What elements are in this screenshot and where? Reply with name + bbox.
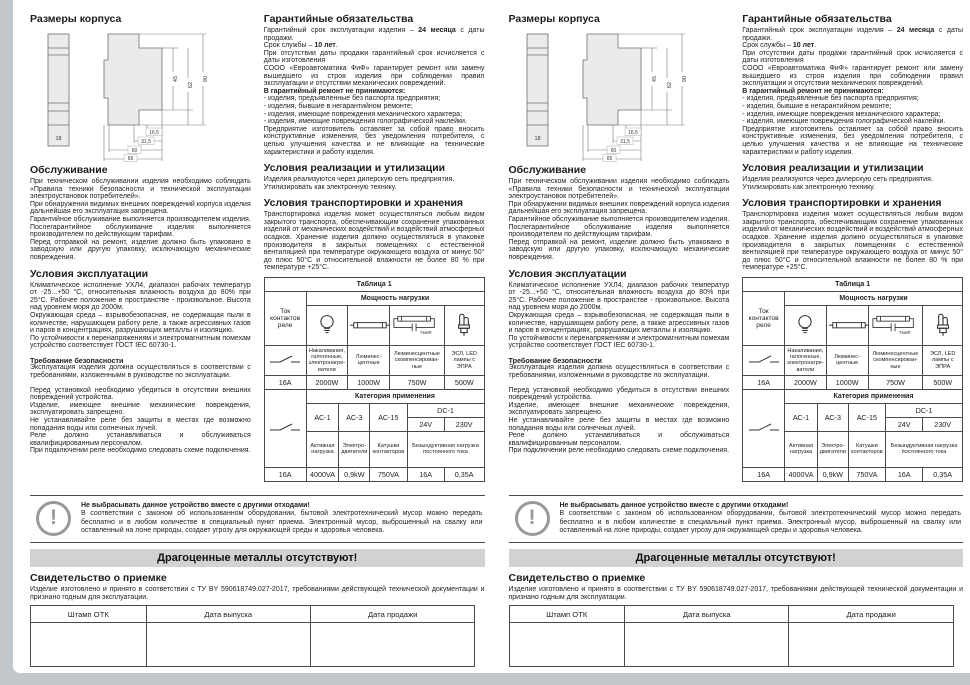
- relay-contact-icon: [268, 352, 302, 366]
- warranty-list-item: - изделия, имеющие повреждения голографической наклейки.: [263, 118, 467, 126]
- relay-contact-icon: [747, 352, 781, 366]
- capacitor-value-label: 7мкФ: [898, 330, 911, 336]
- left-column: [30, 13, 251, 491]
- dim-label-90: 90: [681, 75, 688, 83]
- warranty-paragraph: Предприятие изготовитель оставляет за собой право вносить конструктивные изменения, без уведомления потребителя, с целью улучшения качества и не влияющие на технические характеристики и работу изделия.: [742, 125, 963, 156]
- category-header: АС-1: [306, 403, 339, 431]
- section-title-service: Обслуживание: [508, 164, 587, 176]
- dc-voltage: 24V: [407, 417, 444, 431]
- service-paragraph: Гарантийное обслуживание выполняется производителем изделия. Послегарантийное обслуживание изделия выполняется производителем по действующим тарифам.: [508, 215, 730, 239]
- dim-label-31-5: 31,5: [141, 138, 151, 145]
- load-label: ЭСЛ, LED лампы с ЭПРА: [923, 346, 963, 376]
- warranty-list-item: - изделия, имеющие повреждения механического характера;: [263, 110, 463, 118]
- compensated-fluorescent-tube-icon: [391, 314, 443, 336]
- safety-paragraph: Изделие, имеющее внешние механические повреждения, эксплуатировать запрещено.: [30, 401, 251, 417]
- dim-label-31-5: 31,5: [619, 138, 630, 145]
- safety-paragraph: Не устанавливайте реле без защиты в местах где возможно попадания воды или солнечных лучей.: [508, 417, 730, 432]
- application-category-table: [742, 389, 963, 482]
- safety-paragraph: Эксплуатация изделия должна осуществляться в соответствии с требованиями, изложенными в руководстве по эксплуатации.: [508, 364, 730, 380]
- safety-paragraph: Эксплуатация изделия должна осуществляться в соответствии с требованиями, изложенными в руководстве по эксплуатации.: [30, 364, 251, 380]
- safety-paragraph: Реле должно устанавливаться и обслуживаться квалифицированным персоналом.: [30, 432, 251, 447]
- precious-metals-banner: Драгоценные металлы отсутствуют!: [30, 549, 485, 567]
- warranty-paragraph: Гарантийный срок эксплуатации изделия – 24 месяца с даты продажи.: [263, 27, 485, 42]
- section-title-safety: Требование безопасности: [508, 355, 602, 365]
- relay-current: 16А: [743, 467, 785, 481]
- acceptance-table: [30, 605, 475, 667]
- category-value: 0,35А: [444, 467, 484, 481]
- dim-label-16-5: 16,5: [149, 129, 159, 136]
- relay-current: 16А: [743, 375, 785, 389]
- sales-paragraph: Изделия реализуются через дилерскую сеть предприятия.: [742, 176, 933, 184]
- sales-paragraph: Утилизировать как электронную технику.: [742, 183, 875, 191]
- category-value: 4000VA: [306, 467, 339, 481]
- category-label: Активная нагрузка: [306, 431, 339, 467]
- right-column: [742, 13, 963, 491]
- load-label: Накаливания, галогенные, электронагре- ватели: [785, 346, 827, 376]
- dim-label-62: 62: [188, 81, 194, 89]
- category-value: 16А: [886, 467, 923, 481]
- case-dimensions-drawing: [32, 28, 236, 163]
- dim-label-90: 90: [203, 75, 209, 83]
- relay-contact-cell: [264, 389, 306, 467]
- incandescent-lamp-icon: [317, 313, 337, 337]
- table1-col1-header: Ток контактов реле: [743, 292, 785, 346]
- fluorescent-tube-icon: [349, 319, 391, 331]
- divider: [30, 542, 485, 543]
- load-label: Люминес- центные: [348, 346, 390, 376]
- warranty-list-item: - изделия, предъявленные без паспорта предприятия;: [263, 95, 441, 103]
- dc-voltage: 230V: [923, 417, 963, 431]
- section-title-acceptance: Свидетельство о приемке: [30, 572, 167, 584]
- issue-date-cell: [625, 623, 789, 667]
- safety-paragraph: Перед установкой необходимо убедиться в отсутствии внешних повреждений устройства.: [30, 386, 251, 402]
- load-power-table: [264, 277, 485, 390]
- sale-date-cell: [310, 623, 474, 667]
- dc-voltage: 24V: [886, 417, 923, 431]
- service-paragraph: При обнаружении видимых внешних повреждений корпуса изделия дальнейшая его эксплуатация запрещена.: [30, 200, 251, 216]
- application-category-table: [264, 389, 485, 482]
- issue-date-cell: [146, 623, 310, 667]
- service-paragraph: При обнаружении видимых внешних повреждений корпуса изделия дальнейшая его эксплуатация запрещена.: [508, 200, 730, 216]
- category-header: АС-1: [785, 403, 818, 431]
- otk-stamp-cell: [509, 623, 625, 667]
- table1-col1-header: Ток контактов реле: [264, 292, 306, 346]
- section-title-sales: Условия реализации и утилизации: [263, 162, 446, 175]
- operating-paragraph: По устойчивости к перенапряжениям и электромагнитным помехам устройство соответствует ГОСТ IEC 60730-1.: [30, 334, 251, 350]
- section-title-dimensions: Размеры корпуса: [508, 13, 600, 25]
- category-header: DC-1: [886, 403, 963, 417]
- fluorescent-tube-icon: [828, 319, 870, 331]
- relay-contact-icon: [268, 420, 302, 434]
- category-label: Катушки контакторов: [848, 431, 885, 467]
- category-label: Безындуктивная нагрузка постоянного тока: [407, 431, 484, 467]
- warranty-not-accepted-heading: В гарантийный ремонт не принимаются:: [742, 87, 884, 95]
- acceptance-col-header: Дата продажи: [789, 606, 953, 623]
- safety-paragraph: При подключении реле необходимо следовать схеме подключения.: [508, 447, 730, 455]
- passport-copy: [492, 0, 970, 673]
- section-title-operating: Условия эксплуатации: [508, 267, 627, 280]
- category-header: DC-1: [407, 403, 484, 417]
- load-value: 2000W: [306, 375, 348, 389]
- operating-paragraph: Окружающая среда – взрывобезопасная, не содержащая пыли в количестве, нарушающем работу реле, а также агрессивных газов и паров в концентрациях, разрушающих металлы и изоляцию.: [30, 311, 251, 335]
- divider: [509, 542, 964, 543]
- category-value: 750VA: [370, 467, 407, 481]
- dim-label-65: 65: [606, 156, 612, 163]
- section-title-dimensions: Размеры корпуса: [30, 13, 122, 25]
- transport-paragraph: Транспортировка изделия может осуществляться любым видом закрытого транспорта, обеспечивающим сохранение упакованных изделий от механических воздействий и воздействий атмосферных осадков. Хранение изделия должно осуществляться в упаковке производителя в закрытых помещениях с естественной вентиляцией при температуре окружающего воздуха от минус 50° до плюс 50°С и относительной влажности не более 80 % при температуре +25°С.: [742, 211, 963, 272]
- category-value: 750VA: [848, 467, 885, 481]
- otk-stamp-cell: [31, 623, 147, 667]
- warranty-paragraph: Срок службы – 10 лет.: [263, 42, 338, 50]
- category-header: АС-3: [817, 403, 848, 431]
- relay-contact-icon: [747, 420, 781, 434]
- category-label: Безындуктивная нагрузка постоянного тока: [886, 431, 963, 467]
- dim-label-18: 18: [55, 136, 62, 142]
- warranty-paragraph: Предприятие изготовитель оставляет за собой право вносить конструктивные изменения, без уведомления потребителя, с целью улучшения качества и не влияющие на технические характеристики и работу изделия.: [263, 125, 485, 156]
- dim-label-45: 45: [651, 75, 658, 83]
- section-title-safety: Требование безопасности: [30, 355, 124, 365]
- section-title-transport: Условия транспортировки и хранения: [742, 197, 942, 210]
- relay-current: 16А: [264, 467, 306, 481]
- section-title-operating: Условия эксплуатации: [30, 267, 149, 280]
- dim-label-16-5: 16,5: [627, 129, 638, 136]
- section-title-service: Обслуживание: [30, 164, 108, 176]
- warranty-paragraph: Гарантийный срок эксплуатации изделия – 24 месяца с даты продажи.: [742, 27, 963, 42]
- section-title-transport: Условия транспортировки и хранения: [263, 197, 464, 210]
- side-view: [48, 34, 69, 146]
- category-value: 0,9kW: [339, 467, 370, 481]
- load-label: Люминес- центные: [826, 346, 868, 376]
- service-paragraph: При техническом обслуживании изделия необходимо соблюдать «Правила техники безопасности и технической эксплуатации электроустановок потребителей».: [508, 178, 730, 201]
- load-value: 750W: [868, 375, 923, 389]
- sales-paragraph: Утилизировать как электронную технику.: [263, 183, 397, 191]
- acceptance-col-header: Дата выпуска: [146, 606, 310, 623]
- warning-exclamation-icon: !: [36, 501, 71, 536]
- disposal-notice: [30, 499, 485, 538]
- precious-metals-banner: Драгоценные металлы отсутствуют!: [509, 549, 964, 567]
- category-header: АС-15: [370, 403, 407, 431]
- disposal-notice: [509, 499, 964, 538]
- service-paragraph: Перед отправкой на ремонт, изделие должно быть упаковано в заводскую или другую упаковку, исключающую механические повреждения.: [30, 238, 251, 261]
- dim-label-18: 18: [533, 136, 541, 142]
- dim-label-45: 45: [173, 75, 179, 83]
- category-label: Электро- двигатели: [817, 431, 848, 467]
- load-label: Накаливания, галогенные, электронагре- ватели: [306, 346, 348, 376]
- operating-paragraph: Климатическое исполнение УХЛ4, диапазон рабочих температур от -25...+50 °С, относительная влажность воздуха до 80% при 25°С. Рабочее положение в пространстве - произвольное. Высота над уровнем моря до 2000м.: [30, 281, 251, 312]
- service-paragraph: Гарантийное обслуживание выполняется производителем изделия. Послегарантийное обслуживание изделия выполняется производителем по действующим тарифам.: [30, 215, 251, 239]
- cfl-led-lamp-icon: [934, 312, 952, 338]
- warranty-list-item: - изделия, имеющие повреждения механического характера;: [742, 110, 941, 118]
- service-paragraph: Перед отправкой на ремонт, изделие должно быть упаковано в заводскую или другую упаковку, исключающую механические повреждения.: [508, 238, 730, 261]
- category-title: Категория применения: [785, 389, 963, 403]
- category-value: 0,9kW: [817, 467, 848, 481]
- load-label: ЭСЛ, LED лампы с ЭПРА: [444, 346, 484, 376]
- cfl-led-lamp-icon: [455, 312, 473, 338]
- relay-current: 16А: [264, 375, 306, 389]
- divider: [30, 495, 485, 496]
- acceptance-table: [509, 605, 954, 667]
- warranty-paragraph: При отсутствии даты продажи гарантийный срок исчисляется с даты изготовления: [742, 49, 963, 65]
- category-header: АС-3: [339, 403, 370, 431]
- warranty-list-item: - изделия, имеющие повреждения голографической наклейки.: [742, 118, 946, 126]
- category-title: Категория применения: [306, 389, 484, 403]
- safety-paragraph: Не устанавливайте реле без защиты в местах где возможно попадания воды или солнечных лучей.: [30, 417, 251, 432]
- case-dimensions-drawing: [511, 28, 715, 163]
- service-paragraph: При техническом обслуживании изделия необходимо соблюдать «Правила техники безопасности и технической эксплуатации электроустановок потребителей».: [30, 178, 251, 201]
- safety-paragraph: Перед установкой необходимо убедиться в отсутствии внешних повреждений устройства.: [508, 386, 730, 402]
- warranty-list-item: - изделия, бывшие в негарантийном ремонте;: [742, 102, 892, 110]
- section-title-sales: Условия реализации и утилизации: [742, 162, 924, 175]
- operating-paragraph: По устойчивости к перенапряжениям и электромагнитным помехам устройство соответствует ГОСТ IEC 60730-1.: [508, 334, 730, 350]
- category-header: АС-15: [848, 403, 885, 431]
- safety-paragraph: При подключении реле необходимо следовать схеме подключения.: [30, 447, 251, 455]
- category-value: 0,35А: [923, 467, 963, 481]
- warranty-paragraph: Срок службы – 10 лет.: [742, 42, 817, 50]
- right-column: [264, 13, 485, 491]
- dim-label-60: 60: [610, 147, 616, 154]
- acceptance-col-header: Штамп ОТК: [509, 606, 625, 623]
- left-column: [509, 13, 730, 491]
- load-label: Люминесцентные скомпенсирован- ные: [868, 346, 923, 376]
- category-label: Электро- двигатели: [339, 431, 370, 467]
- warranty-paragraph: СООО «Евроавтоматика ФиФ» гарантирует ремонт или замену вышедшего из строя изделия при соблюдении правил эксплуатации и отсутствии механических повреждений.: [263, 64, 485, 88]
- section-title-warranty: Гарантийные обязательства: [742, 13, 892, 25]
- warranty-not-accepted-heading: В гарантийный ремонт не принимаются:: [263, 87, 406, 95]
- warranty-paragraph: При отсутствии даты продажи гарантийный срок исчисляется с даты изготовления: [263, 49, 485, 65]
- sheet-two-copies: [13, 0, 970, 673]
- disposal-title: Не выбрасывать данное устройство вместе с другими отходами!: [559, 502, 789, 510]
- operating-paragraph: Климатическое исполнение УХЛ4, диапазон рабочих температур от -25...+50 °С, относительная влажность воздуха до 80% при 25°С. Рабочее положение в пространстве - произвольное. Высота над уровнем моря до 2000м.: [508, 281, 730, 312]
- section-title-acceptance: Свидетельство о приемке: [508, 572, 646, 584]
- safety-paragraph: Реле должно устанавливаться и обслуживаться квалифицированным персоналом.: [508, 432, 730, 447]
- load-label: Люминесцентные скомпенсирован- ные: [390, 346, 445, 376]
- safety-paragraph: Изделие, имеющее внешние механические повреждения, эксплуатировать запрещено.: [508, 401, 730, 417]
- load-value: 2000W: [785, 375, 827, 389]
- category-label: Катушки контакторов: [370, 431, 407, 467]
- disposal-text: В соответствии с законом об использованном оборудовании, бытовой электротехнический мусор можно передать бесплатно и в любом количестве в специальный пункт приема. Электронный мусор, выброшенный на свалку или оставленный на лоне природы, создает угрозу для окружающей среды и здоровья человека.: [81, 510, 483, 534]
- compensated-fluorescent-tube-icon: [870, 314, 922, 336]
- load-value: 750W: [390, 375, 445, 389]
- dc-voltage: 230V: [444, 417, 484, 431]
- disposal-text: В соответствии с законом об использованном оборудовании, бытовой электротехнический мусор можно передать бесплатно и в любом количестве в специальный пункт приема. Электронный мусор, выброшенный на свалку или оставленный на лоне природы, создает угрозу для окружающей среды и здоровья человека.: [559, 510, 961, 534]
- side-view: [527, 34, 548, 146]
- load-value: 1000W: [348, 375, 390, 389]
- table1-title: Таблица 1: [743, 278, 963, 292]
- acceptance-text: Изделие изготовлено и принято в соответствии с ТУ BY 590618749.027-2017, требованиями действующей технической документации и признано годным для эксплуатации.: [30, 586, 485, 601]
- table1-title: Таблица 1: [264, 278, 484, 292]
- warning-exclamation-icon: !: [515, 501, 550, 536]
- divider: [509, 495, 964, 496]
- warranty-list-item: - изделия, бывшие в негарантийном ремонте;: [263, 102, 413, 110]
- profile-shape: [104, 34, 162, 125]
- category-value: 4000VA: [785, 467, 818, 481]
- operating-paragraph: Окружающая среда – взрывобезопасная, не содержащая пыли в количестве, нарушающем работу реле, а также агрессивных газов и паров в концентрациях, разрушающих металлы и изоляцию.: [508, 311, 730, 335]
- capacitor-value-label: 7мкФ: [419, 330, 432, 336]
- load-value: 1000W: [826, 375, 868, 389]
- category-value: 16А: [407, 467, 444, 481]
- transport-paragraph: Транспортировка изделия может осуществляться любым видом закрытого транспорта, обеспечивающим сохранение упакованных изделий от механических воздействий и воздействий атмосферных осадков. Хранение изделия должно осуществляться в упаковке производителя в закрытых помещениях с естественной вентиляцией при температуре окружающего воздуха от минус 50° до плюс 50°С и относительной влажности не более 80 % при температуре +25°С.: [263, 211, 485, 272]
- incandescent-lamp-icon: [795, 313, 815, 337]
- sale-date-cell: [789, 623, 953, 667]
- acceptance-col-header: Штамп ОТК: [31, 606, 147, 623]
- acceptance-col-header: Дата выпуска: [625, 606, 789, 623]
- warranty-paragraph: СООО «Евроавтоматика ФиФ» гарантирует ремонт или замену вышедшего из строя изделия при соблюдении правил эксплуатации и отсутствии механических повреждений.: [742, 64, 963, 88]
- section-title-warranty: Гарантийные обязательства: [263, 13, 414, 25]
- load-value: 500W: [444, 375, 484, 389]
- profile-shape: [583, 34, 641, 125]
- acceptance-col-header: Дата продажи: [310, 606, 474, 623]
- dim-label-65: 65: [127, 156, 134, 163]
- table1-group-header: Мощность нагрузки: [785, 292, 963, 306]
- acceptance-text: Изделие изготовлено и принято в соответствии с ТУ BY 590618749.027-2017, требованиями действующей технической документации и признано годным для эксплуатации.: [508, 586, 963, 601]
- relay-contact-cell: [743, 389, 785, 467]
- load-value: 500W: [923, 375, 963, 389]
- disposal-title: Не выбрасывать данное устройство вместе с другими отходами!: [81, 502, 310, 510]
- warranty-list-item: - изделия, предъявленные без паспорта предприятия;: [742, 95, 919, 103]
- dim-label-62: 62: [666, 81, 673, 89]
- sales-paragraph: Изделия реализуются через дилерскую сеть предприятия.: [263, 176, 455, 184]
- category-label: Активная нагрузка: [785, 431, 818, 467]
- document-page: [13, 0, 970, 673]
- passport-copy: [13, 0, 492, 673]
- table1-group-header: Мощность нагрузки: [306, 292, 484, 306]
- dim-label-60: 60: [131, 147, 138, 154]
- load-power-table: [742, 277, 963, 390]
